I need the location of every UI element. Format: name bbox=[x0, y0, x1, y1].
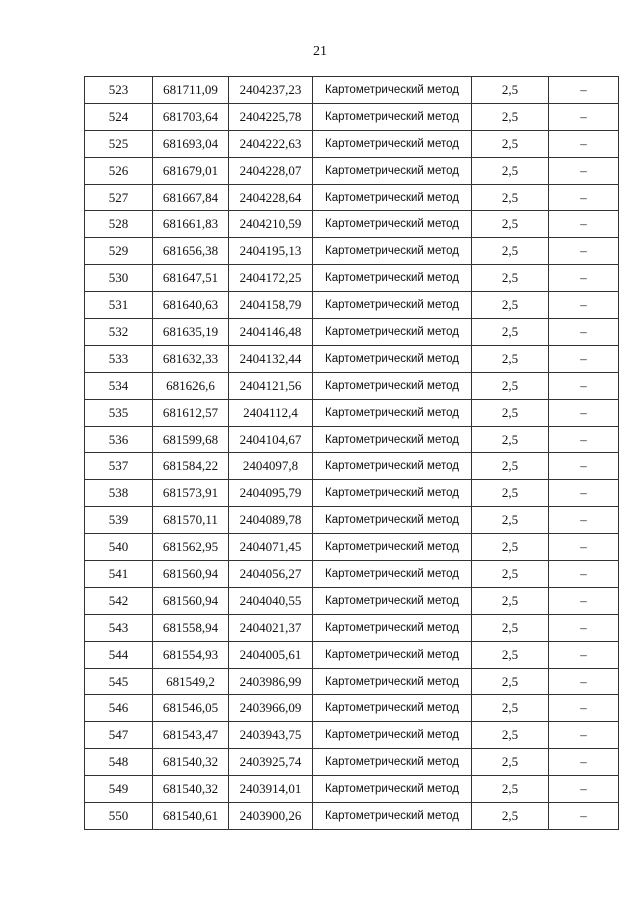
y-coordinate-cell: 2404132,44 bbox=[229, 345, 313, 372]
point-number-cell: 538 bbox=[85, 480, 153, 507]
point-number-cell: 541 bbox=[85, 561, 153, 588]
method-cell: Картометрический метод bbox=[313, 265, 472, 292]
table-row bbox=[85, 722, 619, 749]
y-coordinate-cell: 2403900,26 bbox=[229, 803, 313, 830]
table-row bbox=[85, 77, 619, 104]
method-cell: Картометрический метод bbox=[313, 722, 472, 749]
point-number-cell: 527 bbox=[85, 184, 153, 211]
note-cell: – bbox=[549, 749, 619, 776]
accuracy-cell: 2,5 bbox=[472, 507, 549, 534]
note-cell: – bbox=[549, 614, 619, 641]
y-coordinate-cell: 2404121,56 bbox=[229, 372, 313, 399]
table-row bbox=[85, 507, 619, 534]
method-cell: Картометрический метод bbox=[313, 426, 472, 453]
table-row bbox=[85, 345, 619, 372]
table-row bbox=[85, 453, 619, 480]
table-row bbox=[85, 211, 619, 238]
y-coordinate-cell: 2404146,48 bbox=[229, 319, 313, 346]
y-coordinate-cell: 2403914,01 bbox=[229, 776, 313, 803]
coordinates-table-body bbox=[85, 77, 619, 830]
table-row bbox=[85, 776, 619, 803]
x-coordinate-cell: 681560,94 bbox=[153, 561, 229, 588]
note-cell: – bbox=[549, 103, 619, 130]
point-number-cell: 546 bbox=[85, 695, 153, 722]
x-coordinate-cell: 681558,94 bbox=[153, 614, 229, 641]
table-row bbox=[85, 130, 619, 157]
point-number-cell: 535 bbox=[85, 399, 153, 426]
table-row bbox=[85, 157, 619, 184]
note-cell: – bbox=[549, 77, 619, 104]
accuracy-cell: 2,5 bbox=[472, 238, 549, 265]
accuracy-cell: 2,5 bbox=[472, 292, 549, 319]
y-coordinate-cell: 2404225,78 bbox=[229, 103, 313, 130]
note-cell: – bbox=[549, 695, 619, 722]
y-coordinate-cell: 2403925,74 bbox=[229, 749, 313, 776]
point-number-cell: 549 bbox=[85, 776, 153, 803]
x-coordinate-cell: 681540,32 bbox=[153, 749, 229, 776]
accuracy-cell: 2,5 bbox=[472, 614, 549, 641]
note-cell: – bbox=[549, 372, 619, 399]
x-coordinate-cell: 681693,04 bbox=[153, 130, 229, 157]
note-cell: – bbox=[549, 776, 619, 803]
point-number-cell: 526 bbox=[85, 157, 153, 184]
x-coordinate-cell: 681632,33 bbox=[153, 345, 229, 372]
y-coordinate-cell: 2404158,79 bbox=[229, 292, 313, 319]
point-number-cell: 530 bbox=[85, 265, 153, 292]
x-coordinate-cell: 681667,84 bbox=[153, 184, 229, 211]
accuracy-cell: 2,5 bbox=[472, 130, 549, 157]
accuracy-cell: 2,5 bbox=[472, 534, 549, 561]
y-coordinate-cell: 2404228,64 bbox=[229, 184, 313, 211]
y-coordinate-cell: 2403966,09 bbox=[229, 695, 313, 722]
method-cell: Картометрический метод bbox=[313, 345, 472, 372]
accuracy-cell: 2,5 bbox=[472, 157, 549, 184]
note-cell: – bbox=[549, 157, 619, 184]
table-row bbox=[85, 695, 619, 722]
y-coordinate-cell: 2404021,37 bbox=[229, 614, 313, 641]
method-cell: Картометрический метод bbox=[313, 776, 472, 803]
method-cell: Картометрический метод bbox=[313, 77, 472, 104]
x-coordinate-cell: 681549,2 bbox=[153, 668, 229, 695]
note-cell: – bbox=[549, 641, 619, 668]
note-cell: – bbox=[549, 399, 619, 426]
method-cell: Картометрический метод bbox=[313, 292, 472, 319]
y-coordinate-cell: 2404104,67 bbox=[229, 426, 313, 453]
method-cell: Картометрический метод bbox=[313, 103, 472, 130]
note-cell: – bbox=[549, 722, 619, 749]
point-number-cell: 528 bbox=[85, 211, 153, 238]
accuracy-cell: 2,5 bbox=[472, 345, 549, 372]
method-cell: Картометрический метод bbox=[313, 534, 472, 561]
method-cell: Картометрический метод bbox=[313, 372, 472, 399]
accuracy-cell: 2,5 bbox=[472, 211, 549, 238]
method-cell: Картометрический метод bbox=[313, 695, 472, 722]
y-coordinate-cell: 2404097,8 bbox=[229, 453, 313, 480]
point-number-cell: 544 bbox=[85, 641, 153, 668]
accuracy-cell: 2,5 bbox=[472, 426, 549, 453]
accuracy-cell: 2,5 bbox=[472, 77, 549, 104]
table-row bbox=[85, 103, 619, 130]
accuracy-cell: 2,5 bbox=[472, 319, 549, 346]
point-number-cell: 547 bbox=[85, 722, 153, 749]
point-number-cell: 534 bbox=[85, 372, 153, 399]
accuracy-cell: 2,5 bbox=[472, 399, 549, 426]
table-row bbox=[85, 641, 619, 668]
x-coordinate-cell: 681640,63 bbox=[153, 292, 229, 319]
y-coordinate-cell: 2404172,25 bbox=[229, 265, 313, 292]
point-number-cell: 524 bbox=[85, 103, 153, 130]
x-coordinate-cell: 681554,93 bbox=[153, 641, 229, 668]
method-cell: Картометрический метод bbox=[313, 399, 472, 426]
point-number-cell: 525 bbox=[85, 130, 153, 157]
point-number-cell: 543 bbox=[85, 614, 153, 641]
x-coordinate-cell: 681562,95 bbox=[153, 534, 229, 561]
point-number-cell: 539 bbox=[85, 507, 153, 534]
accuracy-cell: 2,5 bbox=[472, 641, 549, 668]
method-cell: Картометрический метод bbox=[313, 130, 472, 157]
accuracy-cell: 2,5 bbox=[472, 668, 549, 695]
note-cell: – bbox=[549, 561, 619, 588]
x-coordinate-cell: 681543,47 bbox=[153, 722, 229, 749]
table-row bbox=[85, 319, 619, 346]
y-coordinate-cell: 2404056,27 bbox=[229, 561, 313, 588]
accuracy-cell: 2,5 bbox=[472, 184, 549, 211]
y-coordinate-cell: 2404222,63 bbox=[229, 130, 313, 157]
table-row bbox=[85, 587, 619, 614]
accuracy-cell: 2,5 bbox=[472, 480, 549, 507]
table-row bbox=[85, 614, 619, 641]
y-coordinate-cell: 2404089,78 bbox=[229, 507, 313, 534]
point-number-cell: 545 bbox=[85, 668, 153, 695]
note-cell: – bbox=[549, 803, 619, 830]
point-number-cell: 531 bbox=[85, 292, 153, 319]
method-cell: Картометрический метод bbox=[313, 238, 472, 265]
x-coordinate-cell: 681560,94 bbox=[153, 587, 229, 614]
point-number-cell: 532 bbox=[85, 319, 153, 346]
x-coordinate-cell: 681540,32 bbox=[153, 776, 229, 803]
table-row bbox=[85, 534, 619, 561]
y-coordinate-cell: 2403943,75 bbox=[229, 722, 313, 749]
method-cell: Картометрический метод bbox=[313, 668, 472, 695]
note-cell: – bbox=[549, 534, 619, 561]
y-coordinate-cell: 2404195,13 bbox=[229, 238, 313, 265]
note-cell: – bbox=[549, 265, 619, 292]
accuracy-cell: 2,5 bbox=[472, 776, 549, 803]
method-cell: Картометрический метод bbox=[313, 211, 472, 238]
page-number: 21 bbox=[313, 44, 327, 59]
method-cell: Картометрический метод bbox=[313, 480, 472, 507]
table-row bbox=[85, 292, 619, 319]
x-coordinate-cell: 681540,61 bbox=[153, 803, 229, 830]
table-row bbox=[85, 184, 619, 211]
y-coordinate-cell: 2404112,4 bbox=[229, 399, 313, 426]
note-cell: – bbox=[549, 292, 619, 319]
y-coordinate-cell: 2404095,79 bbox=[229, 480, 313, 507]
accuracy-cell: 2,5 bbox=[472, 561, 549, 588]
y-coordinate-cell: 2404005,61 bbox=[229, 641, 313, 668]
table-row bbox=[85, 426, 619, 453]
accuracy-cell: 2,5 bbox=[472, 103, 549, 130]
note-cell: – bbox=[549, 668, 619, 695]
table-row bbox=[85, 480, 619, 507]
accuracy-cell: 2,5 bbox=[472, 265, 549, 292]
x-coordinate-cell: 681573,91 bbox=[153, 480, 229, 507]
x-coordinate-cell: 681703,64 bbox=[153, 103, 229, 130]
table-row bbox=[85, 238, 619, 265]
y-coordinate-cell: 2404040,55 bbox=[229, 587, 313, 614]
method-cell: Картометрический метод bbox=[313, 641, 472, 668]
accuracy-cell: 2,5 bbox=[472, 695, 549, 722]
note-cell: – bbox=[549, 130, 619, 157]
accuracy-cell: 2,5 bbox=[472, 722, 549, 749]
x-coordinate-cell: 681584,22 bbox=[153, 453, 229, 480]
accuracy-cell: 2,5 bbox=[472, 749, 549, 776]
y-coordinate-cell: 2404210,59 bbox=[229, 211, 313, 238]
point-number-cell: 548 bbox=[85, 749, 153, 776]
note-cell: – bbox=[549, 184, 619, 211]
x-coordinate-cell: 681599,68 bbox=[153, 426, 229, 453]
y-coordinate-cell: 2404237,23 bbox=[229, 77, 313, 104]
point-number-cell: 540 bbox=[85, 534, 153, 561]
accuracy-cell: 2,5 bbox=[472, 587, 549, 614]
coordinates-table bbox=[84, 76, 619, 830]
accuracy-cell: 2,5 bbox=[472, 803, 549, 830]
point-number-cell: 533 bbox=[85, 345, 153, 372]
method-cell: Картометрический метод bbox=[313, 587, 472, 614]
point-number-cell: 542 bbox=[85, 587, 153, 614]
table-row bbox=[85, 803, 619, 830]
method-cell: Картометрический метод bbox=[313, 561, 472, 588]
y-coordinate-cell: 2404071,45 bbox=[229, 534, 313, 561]
x-coordinate-cell: 681679,01 bbox=[153, 157, 229, 184]
table-row bbox=[85, 749, 619, 776]
note-cell: – bbox=[549, 426, 619, 453]
method-cell: Картометрический метод bbox=[313, 749, 472, 776]
table-row bbox=[85, 372, 619, 399]
x-coordinate-cell: 681612,57 bbox=[153, 399, 229, 426]
method-cell: Картометрический метод bbox=[313, 319, 472, 346]
point-number-cell: 536 bbox=[85, 426, 153, 453]
y-coordinate-cell: 2403986,99 bbox=[229, 668, 313, 695]
method-cell: Картометрический метод bbox=[313, 507, 472, 534]
point-number-cell: 537 bbox=[85, 453, 153, 480]
x-coordinate-cell: 681570,11 bbox=[153, 507, 229, 534]
note-cell: – bbox=[549, 319, 619, 346]
y-coordinate-cell: 2404228,07 bbox=[229, 157, 313, 184]
note-cell: – bbox=[549, 345, 619, 372]
x-coordinate-cell: 681546,05 bbox=[153, 695, 229, 722]
accuracy-cell: 2,5 bbox=[472, 372, 549, 399]
table-row bbox=[85, 265, 619, 292]
point-number-cell: 550 bbox=[85, 803, 153, 830]
x-coordinate-cell: 681711,09 bbox=[153, 77, 229, 104]
accuracy-cell: 2,5 bbox=[472, 453, 549, 480]
x-coordinate-cell: 681647,51 bbox=[153, 265, 229, 292]
note-cell: – bbox=[549, 453, 619, 480]
method-cell: Картометрический метод bbox=[313, 614, 472, 641]
point-number-cell: 529 bbox=[85, 238, 153, 265]
x-coordinate-cell: 681656,38 bbox=[153, 238, 229, 265]
note-cell: – bbox=[549, 211, 619, 238]
x-coordinate-cell: 681661,83 bbox=[153, 211, 229, 238]
table-row bbox=[85, 668, 619, 695]
method-cell: Картометрический метод bbox=[313, 157, 472, 184]
x-coordinate-cell: 681635,19 bbox=[153, 319, 229, 346]
table-row bbox=[85, 561, 619, 588]
method-cell: Картометрический метод bbox=[313, 803, 472, 830]
note-cell: – bbox=[549, 587, 619, 614]
method-cell: Картометрический метод bbox=[313, 453, 472, 480]
table-row bbox=[85, 399, 619, 426]
note-cell: – bbox=[549, 480, 619, 507]
point-number-cell: 523 bbox=[85, 77, 153, 104]
note-cell: – bbox=[549, 238, 619, 265]
method-cell: Картометрический метод bbox=[313, 184, 472, 211]
note-cell: – bbox=[549, 507, 619, 534]
x-coordinate-cell: 681626,6 bbox=[153, 372, 229, 399]
